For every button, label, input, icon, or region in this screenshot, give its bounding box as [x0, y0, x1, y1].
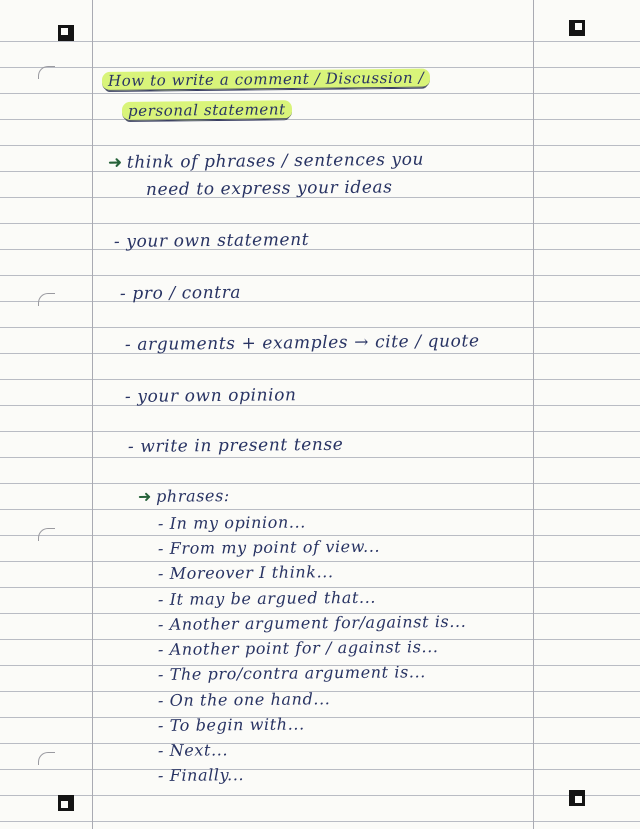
phrase-item: - From my point of view... [157, 536, 381, 558]
intro-line-2: need to express your ideas [145, 177, 393, 200]
bullet-item: - arguments + examples → cite / quote [124, 331, 480, 355]
corner-marker-bottom-right [569, 790, 585, 806]
phrases-heading: ➜ phrases: [137, 486, 230, 506]
phrase-item: - To begin with... [157, 714, 305, 735]
phrase-item: - Another point for / against is... [157, 637, 439, 659]
corner-marker-top-right [569, 20, 585, 36]
bullet-item: - your own statement [113, 229, 310, 252]
phrase-item: - Finally... [157, 765, 245, 785]
bullet-item: - pro / contra [119, 282, 242, 304]
arrow-right-icon: ➜ [107, 152, 123, 173]
punch-hole-mark [38, 752, 55, 765]
right-margin-line [533, 0, 534, 829]
punch-hole-mark [38, 528, 55, 541]
corner-marker-top-left [58, 25, 74, 41]
page-title-line-1: How to write a comment / Discussion / [102, 69, 430, 90]
phrase-item: - It may be argued that... [157, 587, 377, 609]
phrase-item: - On the one hand... [157, 689, 331, 710]
punch-hole-mark [38, 66, 55, 79]
intro-line-1: ➜ think of phrases / sentences you [107, 149, 425, 173]
bullet-item: - your own opinion [124, 385, 297, 407]
bullet-item: - write in present tense [127, 434, 344, 457]
corner-marker-bottom-left [58, 795, 74, 811]
phrase-item: - Another argument for/against is... [157, 611, 467, 634]
phrase-item: - In my opinion... [157, 512, 307, 533]
page-title-line-2: personal statement [122, 100, 292, 120]
arrow-right-icon: ➜ [137, 486, 153, 506]
punch-hole-mark [38, 293, 55, 306]
phrase-item: - Moreover I think... [157, 562, 334, 583]
phrase-item: - The pro/contra argument is... [157, 662, 427, 684]
phrase-item: - Next... [157, 740, 229, 760]
left-margin-line [92, 0, 93, 829]
